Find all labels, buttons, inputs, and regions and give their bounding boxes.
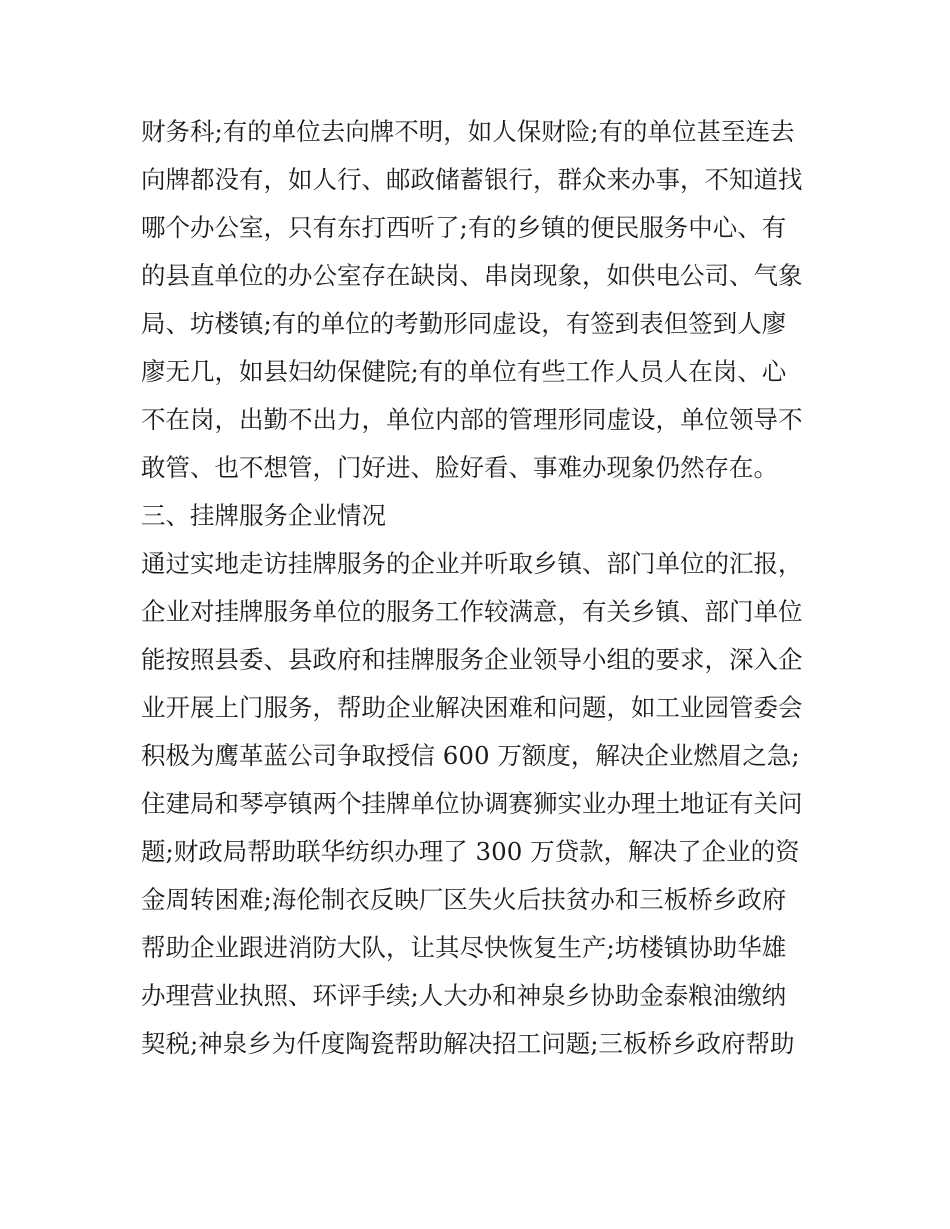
text-line: 向牌都没有，如人行、邮政储蓄银行，群众来办事，不知道找	[141, 165, 803, 194]
text-line: 局、坊楼镇;有的单位的考勤形同虚设，有签到表但签到人廖	[141, 309, 787, 338]
text-line: 廖无几，如县妇幼保健院;有的单位有些工作人员人在岗、心	[141, 357, 787, 386]
text-line: 通过实地走访挂牌服务的企业并听取乡镇、部门单位的汇报，	[141, 549, 803, 578]
text-line: 的县直单位的办公室存在缺岗、串岗现象，如供电公司、气象	[141, 261, 803, 290]
text-line: 题;财政局帮助联华纺织办理了 300 万贷款，解决了企业的资	[141, 837, 800, 866]
section-heading: 三、挂牌服务企业情况	[141, 501, 386, 530]
text-line: 积极为鹰革蓝公司争取授信 600 万额度，解决企业燃眉之急;	[141, 741, 800, 770]
text-line: 不在岗，出勤不出力，单位内部的管理形同虚设，单位领导不	[141, 405, 803, 434]
text-line: 办理营业执照、环评手续;人大办和神泉乡协助金泰粮油缴纳	[141, 981, 787, 1010]
text-line: 帮助企业跟进消防大队，让其尽快恢复生产;坊楼镇协助华雄	[141, 933, 787, 962]
text-line: 财务科;有的单位去向牌不明，如人保财险;有的单位甚至连去	[141, 117, 795, 146]
body-text	[141, 108, 831, 1068]
text-line: 金周转困难;海伦制衣反映厂区失火后扶贫办和三板桥乡政府	[141, 885, 787, 914]
text-line: 能按照县委、县政府和挂牌服务企业领导小组的要求，深入企	[141, 645, 803, 674]
text-line: 住建局和琴亭镇两个挂牌单位协调赛狮实业办理土地证有关问	[141, 789, 803, 818]
text-line: 哪个办公室，只有东打西听了;有的乡镇的便民服务中心、有	[141, 213, 787, 242]
text-line: 敢管、也不想管，门好进、脸好看、事难办现象仍然存在。	[141, 453, 778, 482]
text-line: 业开展上门服务，帮助企业解决困难和问题，如工业园管委会	[141, 693, 803, 722]
text-line: 企业对挂牌服务单位的服务工作较满意，有关乡镇、部门单位	[141, 597, 803, 626]
text-line: 契税;神泉乡为仟度陶瓷帮助解决招工问题;三板桥乡政府帮助	[141, 1029, 795, 1058]
